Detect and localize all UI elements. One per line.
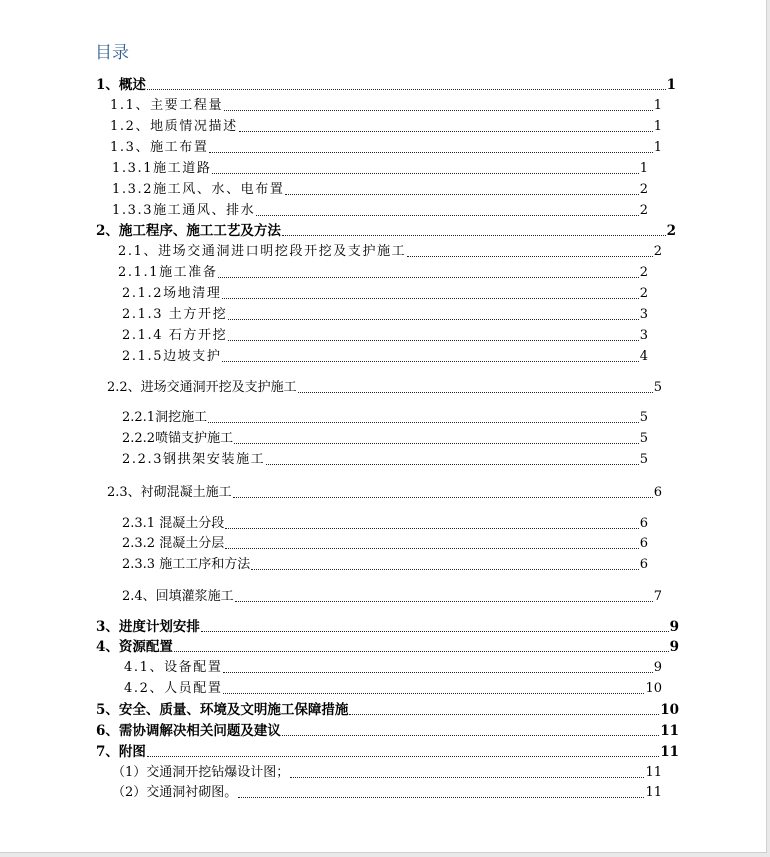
toc-entry-text: 2.4、回填灌浆施工 — [122, 589, 234, 604]
dot-leader — [407, 256, 652, 257]
toc-entry-text: 1.3、施工布置 — [110, 140, 209, 155]
toc-entry-2-1[interactable] — [118, 240, 662, 260]
dot-leader — [235, 601, 653, 602]
toc-entry-4-1[interactable] — [124, 656, 662, 676]
toc-entry-2-2-2[interactable] — [122, 427, 648, 447]
toc-entry-1-1[interactable] — [110, 94, 662, 114]
toc-entry-page-number: 7 — [653, 589, 662, 604]
toc-entry-page-number: 6 — [639, 536, 648, 551]
dot-leader — [225, 548, 639, 549]
toc-entry-2-3-3[interactable] — [122, 553, 648, 573]
toc-entry-7[interactable] — [96, 740, 679, 760]
toc-entry-text: 1.2、地质情况描述 — [110, 119, 238, 134]
dot-leader — [290, 777, 644, 778]
toc-entry-2-3-2[interactable] — [122, 532, 648, 552]
toc-title: 目录 — [95, 43, 129, 63]
toc-entry-2-3-1[interactable] — [122, 512, 648, 532]
dot-leader — [222, 361, 638, 362]
toc-entry-2-1-2[interactable] — [122, 282, 648, 302]
toc-entry-7-2[interactable] — [112, 781, 662, 801]
toc-entry-page-number: 2 — [639, 265, 648, 280]
toc-entry-page-number: 2 — [653, 244, 662, 259]
toc-entry-text: 4.1、设备配置 — [124, 660, 223, 675]
toc-entry-2[interactable] — [96, 219, 676, 239]
toc-entry-page-number: 11 — [645, 765, 662, 780]
toc-entry-text: 3、进度计划安排 — [96, 619, 200, 635]
toc-entry-3[interactable] — [96, 615, 679, 635]
dot-leader — [224, 110, 653, 111]
toc-entry-text: 2.3.2 混凝土分层 — [122, 536, 225, 551]
toc-entry-page-number: 1 — [666, 77, 676, 93]
toc-entry-page-number: 1 — [639, 161, 648, 176]
toc-entry-page-number: 3 — [639, 307, 648, 322]
dot-leader — [282, 235, 666, 236]
toc-entry-1-3[interactable] — [110, 136, 662, 156]
toc-entry-4-2[interactable] — [124, 677, 662, 697]
toc-entry-1-3-3[interactable] — [112, 199, 648, 219]
toc-entry-text: （1）交通洞开挖钻爆设计图； — [112, 765, 290, 780]
dot-leader — [147, 756, 659, 757]
toc-entry-page-number: 3 — [639, 328, 648, 343]
dot-leader — [298, 392, 653, 393]
toc-entry-6[interactable] — [96, 719, 679, 739]
toc-entry-page-number: 2 — [639, 182, 648, 197]
toc-entry-text: 2.3.1 混凝土分段 — [122, 516, 225, 531]
toc-entry-page-number: 5 — [639, 452, 648, 467]
toc-entry-1-3-2[interactable] — [112, 178, 648, 198]
toc-entry-text: 2.2.3钢拱架安装施工 — [122, 452, 266, 467]
dot-leader — [239, 131, 653, 132]
toc-entry-page-number: 11 — [645, 785, 662, 800]
dot-leader — [222, 298, 638, 299]
toc-entry-text: （2）交通洞衬砌图。 — [112, 785, 238, 800]
toc-entry-page-number: 10 — [645, 681, 662, 696]
dot-leader — [228, 340, 639, 341]
dot-leader — [201, 631, 669, 632]
toc-entry-2-1-4[interactable] — [122, 324, 648, 344]
toc-entry-text: 2.3.3 施工工序和方法 — [122, 557, 251, 572]
dot-leader — [349, 714, 659, 715]
dot-leader — [174, 651, 669, 652]
toc-entry-1-3-1[interactable] — [112, 157, 648, 177]
toc-entry-text: 1、概述 — [96, 77, 146, 93]
toc-entry-2-2-1[interactable] — [122, 406, 648, 426]
toc-entry-2-3[interactable] — [107, 481, 662, 501]
dot-leader — [228, 319, 639, 320]
toc-entry-page-number: 6 — [639, 516, 648, 531]
dot-leader — [212, 173, 638, 174]
dot-leader — [251, 569, 639, 570]
toc-entry-text: 7、附图 — [96, 744, 146, 760]
toc-entry-text: 1.3.1施工道路 — [112, 161, 212, 176]
toc-entry-page-number: 1 — [653, 119, 662, 134]
toc-entry-page-number: 5 — [653, 380, 662, 395]
dot-leader — [223, 672, 652, 673]
toc-entry-page-number: 2 — [639, 286, 648, 301]
dot-leader — [234, 443, 639, 444]
dot-leader — [238, 797, 644, 798]
toc-entry-page-number: 6 — [653, 485, 662, 500]
dot-leader — [266, 464, 638, 465]
toc-entry-page-number: 4 — [639, 349, 648, 364]
toc-entry-page-number: 1 — [653, 140, 662, 155]
toc-entry-2-2[interactable] — [107, 376, 662, 396]
toc-entry-text: 5、安全、质量、环境及文明施工保障措施 — [96, 702, 349, 718]
dot-leader — [218, 277, 638, 278]
toc-entry-2-1-1[interactable] — [118, 261, 648, 281]
toc-entry-2-1-3[interactable] — [122, 303, 648, 323]
toc-entry-1[interactable] — [96, 73, 676, 93]
toc-entry-page-number: 2 — [639, 203, 648, 218]
dot-leader — [208, 422, 639, 423]
toc-entry-2-2-3[interactable] — [122, 448, 648, 468]
toc-entry-text: 2、施工程序、施工工艺及方法 — [96, 223, 281, 239]
dot-leader — [223, 693, 644, 694]
toc-entry-text: 2.2.1洞挖施工 — [122, 410, 208, 425]
toc-entry-page-number: 2 — [666, 223, 676, 239]
toc-entry-page-number: 5 — [639, 410, 648, 425]
dot-leader — [233, 497, 653, 498]
toc-entry-text: 2.3、衬砌混凝土施工 — [107, 485, 232, 500]
toc-entry-page-number: 11 — [660, 723, 679, 739]
dot-leader — [282, 735, 659, 736]
toc-entry-text: 2.1.3 土方开挖 — [122, 307, 228, 322]
dot-leader — [147, 89, 666, 90]
toc-entry-text: 2.1.1施工准备 — [118, 265, 218, 280]
toc-entry-text: 1.3.2施工风、水、电布置 — [112, 182, 285, 197]
toc-entry-page-number: 5 — [639, 431, 648, 446]
toc-entry-page-number: 6 — [639, 557, 648, 572]
toc-entry-page-number: 11 — [660, 744, 679, 760]
toc-entry-text: 1.1、主要工程量 — [110, 98, 224, 113]
dot-leader — [285, 194, 638, 195]
toc-entry-page-number: 9 — [669, 619, 679, 635]
dot-leader — [256, 215, 638, 216]
toc-entry-7-1[interactable] — [112, 761, 662, 781]
toc-entry-text: 2.1.4 石方开挖 — [122, 328, 228, 343]
toc-entry-text: 4.2、人员配置 — [124, 681, 223, 696]
toc-entry-4[interactable] — [96, 635, 679, 655]
toc-entry-text: 2.1.5边坡支护 — [122, 349, 222, 364]
toc-entry-1-2[interactable] — [110, 115, 662, 135]
toc-entry-page-number: 10 — [660, 702, 679, 718]
toc-entry-text: 2.2、进场交通洞开挖及支护施工 — [107, 380, 297, 395]
toc-entry-text: 6、需协调解决相关问题及建议 — [96, 723, 281, 739]
toc-entry-text: 2.1.2场地清理 — [122, 286, 222, 301]
toc-entry-page-number: 9 — [669, 639, 679, 655]
dot-leader — [225, 528, 639, 529]
toc-entry-page-number: 9 — [653, 660, 662, 675]
toc-entry-page-number: 1 — [653, 98, 662, 113]
toc-entry-5[interactable] — [96, 698, 679, 718]
toc-entry-text: 2.2.2喷锚支护施工 — [122, 431, 234, 446]
toc-entry-text: 1.3.3施工通风、排水 — [112, 203, 256, 218]
toc-entry-text: 2.1、进场交通洞进口明挖段开挖及支护施工 — [118, 244, 407, 259]
toc-entry-2-1-5[interactable] — [122, 345, 648, 365]
toc-entry-text: 4、资源配置 — [96, 639, 173, 655]
toc-entry-2-4[interactable] — [122, 585, 662, 605]
dot-leader — [209, 152, 652, 153]
